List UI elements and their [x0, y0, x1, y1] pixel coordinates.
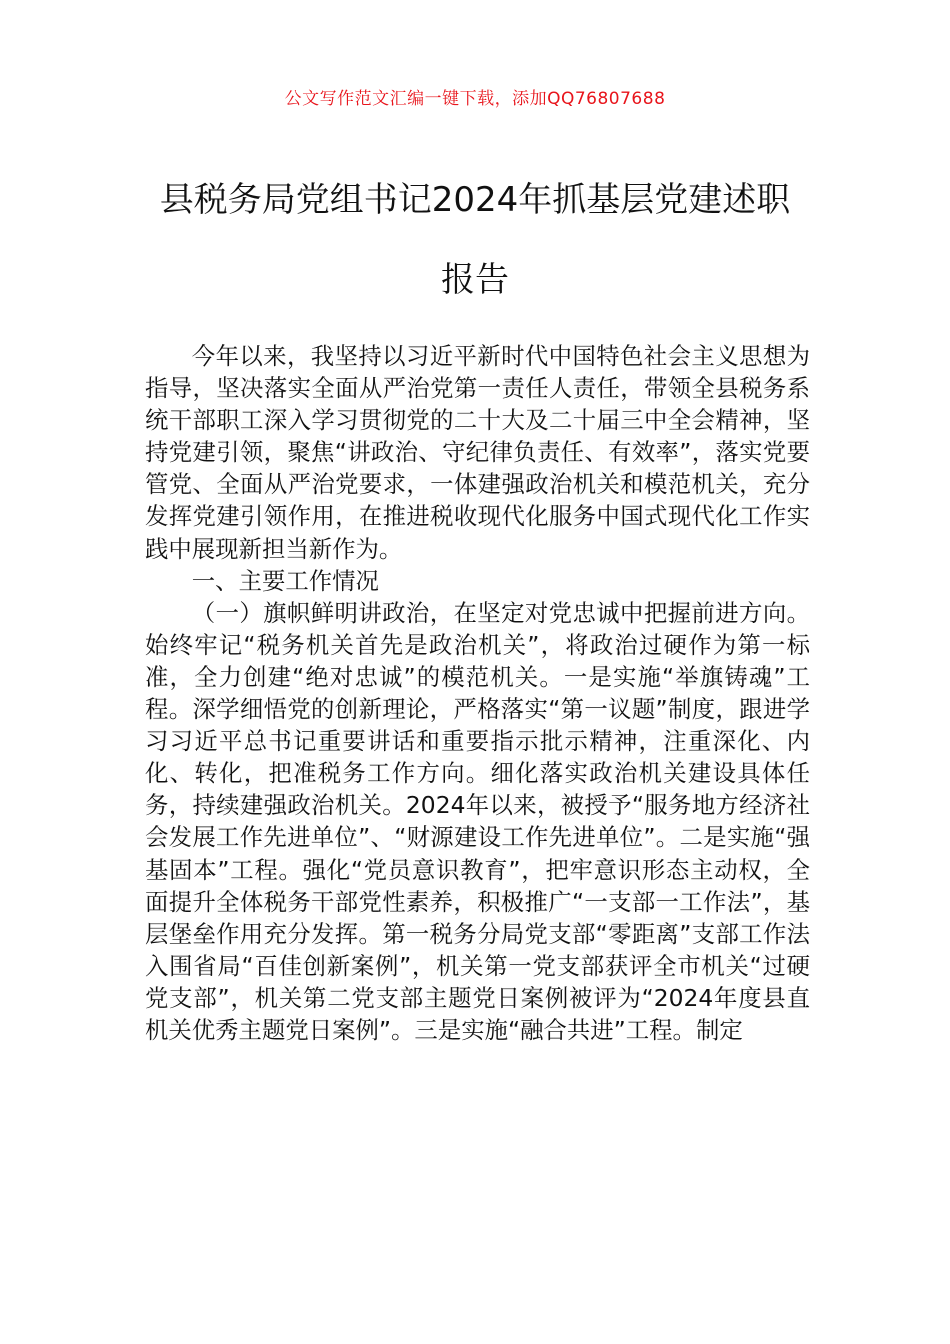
section-paragraph: （一）旗帜鲜明讲政治，在坚定对党忠诚中把握前进方向。始终牢记“税务机关首先是政治机关”，将政治过硬作为第一标准，全力创建“绝对忠诚”的模范机关。一是实施“举旗铸魂”工程。深学细悟党的创新理论，严格落实“第一议题”制度，跟进学习习近平总书记重要讲话和重要指示批示精神，注重深化、内化、转化，把准税务工作方向。细化落实政治机关建设具体任务，持续建强政治机关。2024年以来，被授予“服务地方经济社会发展工作先进单位”、“财源建设工作先进单位”。二是实施“强基固本”工程。强化“党员意识教育”，把牢意识形态主动权，全面提升全体税务干部党性素养，积极推广“一支部一工作法”，基层堡垒作用充分发挥。第一税务分局党支部“零距离”支部工作法入围省局“百佳创新案例”，机关第一党支部获评全市机关“过硬党支部”，机关第二党支部主题党日案例被评为“2024年度县直机关优秀主题党日案例”。三是实施“融合共进”工程。制定	[145, 598, 810, 1044]
title-line-2: 报告	[441, 260, 509, 300]
intro-paragraph: 今年以来，我坚持以习近平新时代中国特色社会主义思想为指导，坚决落实全面从严治党第一责任人责任，带领全县税务系统干部职工深入学习贯彻党的二十大及二十届三中全会精神，坚持党建引领，聚焦“讲政治、守纪律负责任、有效率”，落实党要管党、全面从严治党要求，一体建强政治机关和模范机关，充分发挥党建引领作用，在推进税收现代化服务中国式现代化工作实践中展现新担当新作为。	[145, 342, 810, 563]
section-heading: 一、主要工作情况	[191, 566, 379, 595]
document-title	[100, 160, 850, 320]
title-line-1: 县税务局党组书记2024年抓基层党建述职	[159, 180, 791, 220]
header-note: 公文写作范文汇编一键下载，添加QQ76807688	[284, 89, 666, 109]
document-body	[145, 340, 810, 1046]
